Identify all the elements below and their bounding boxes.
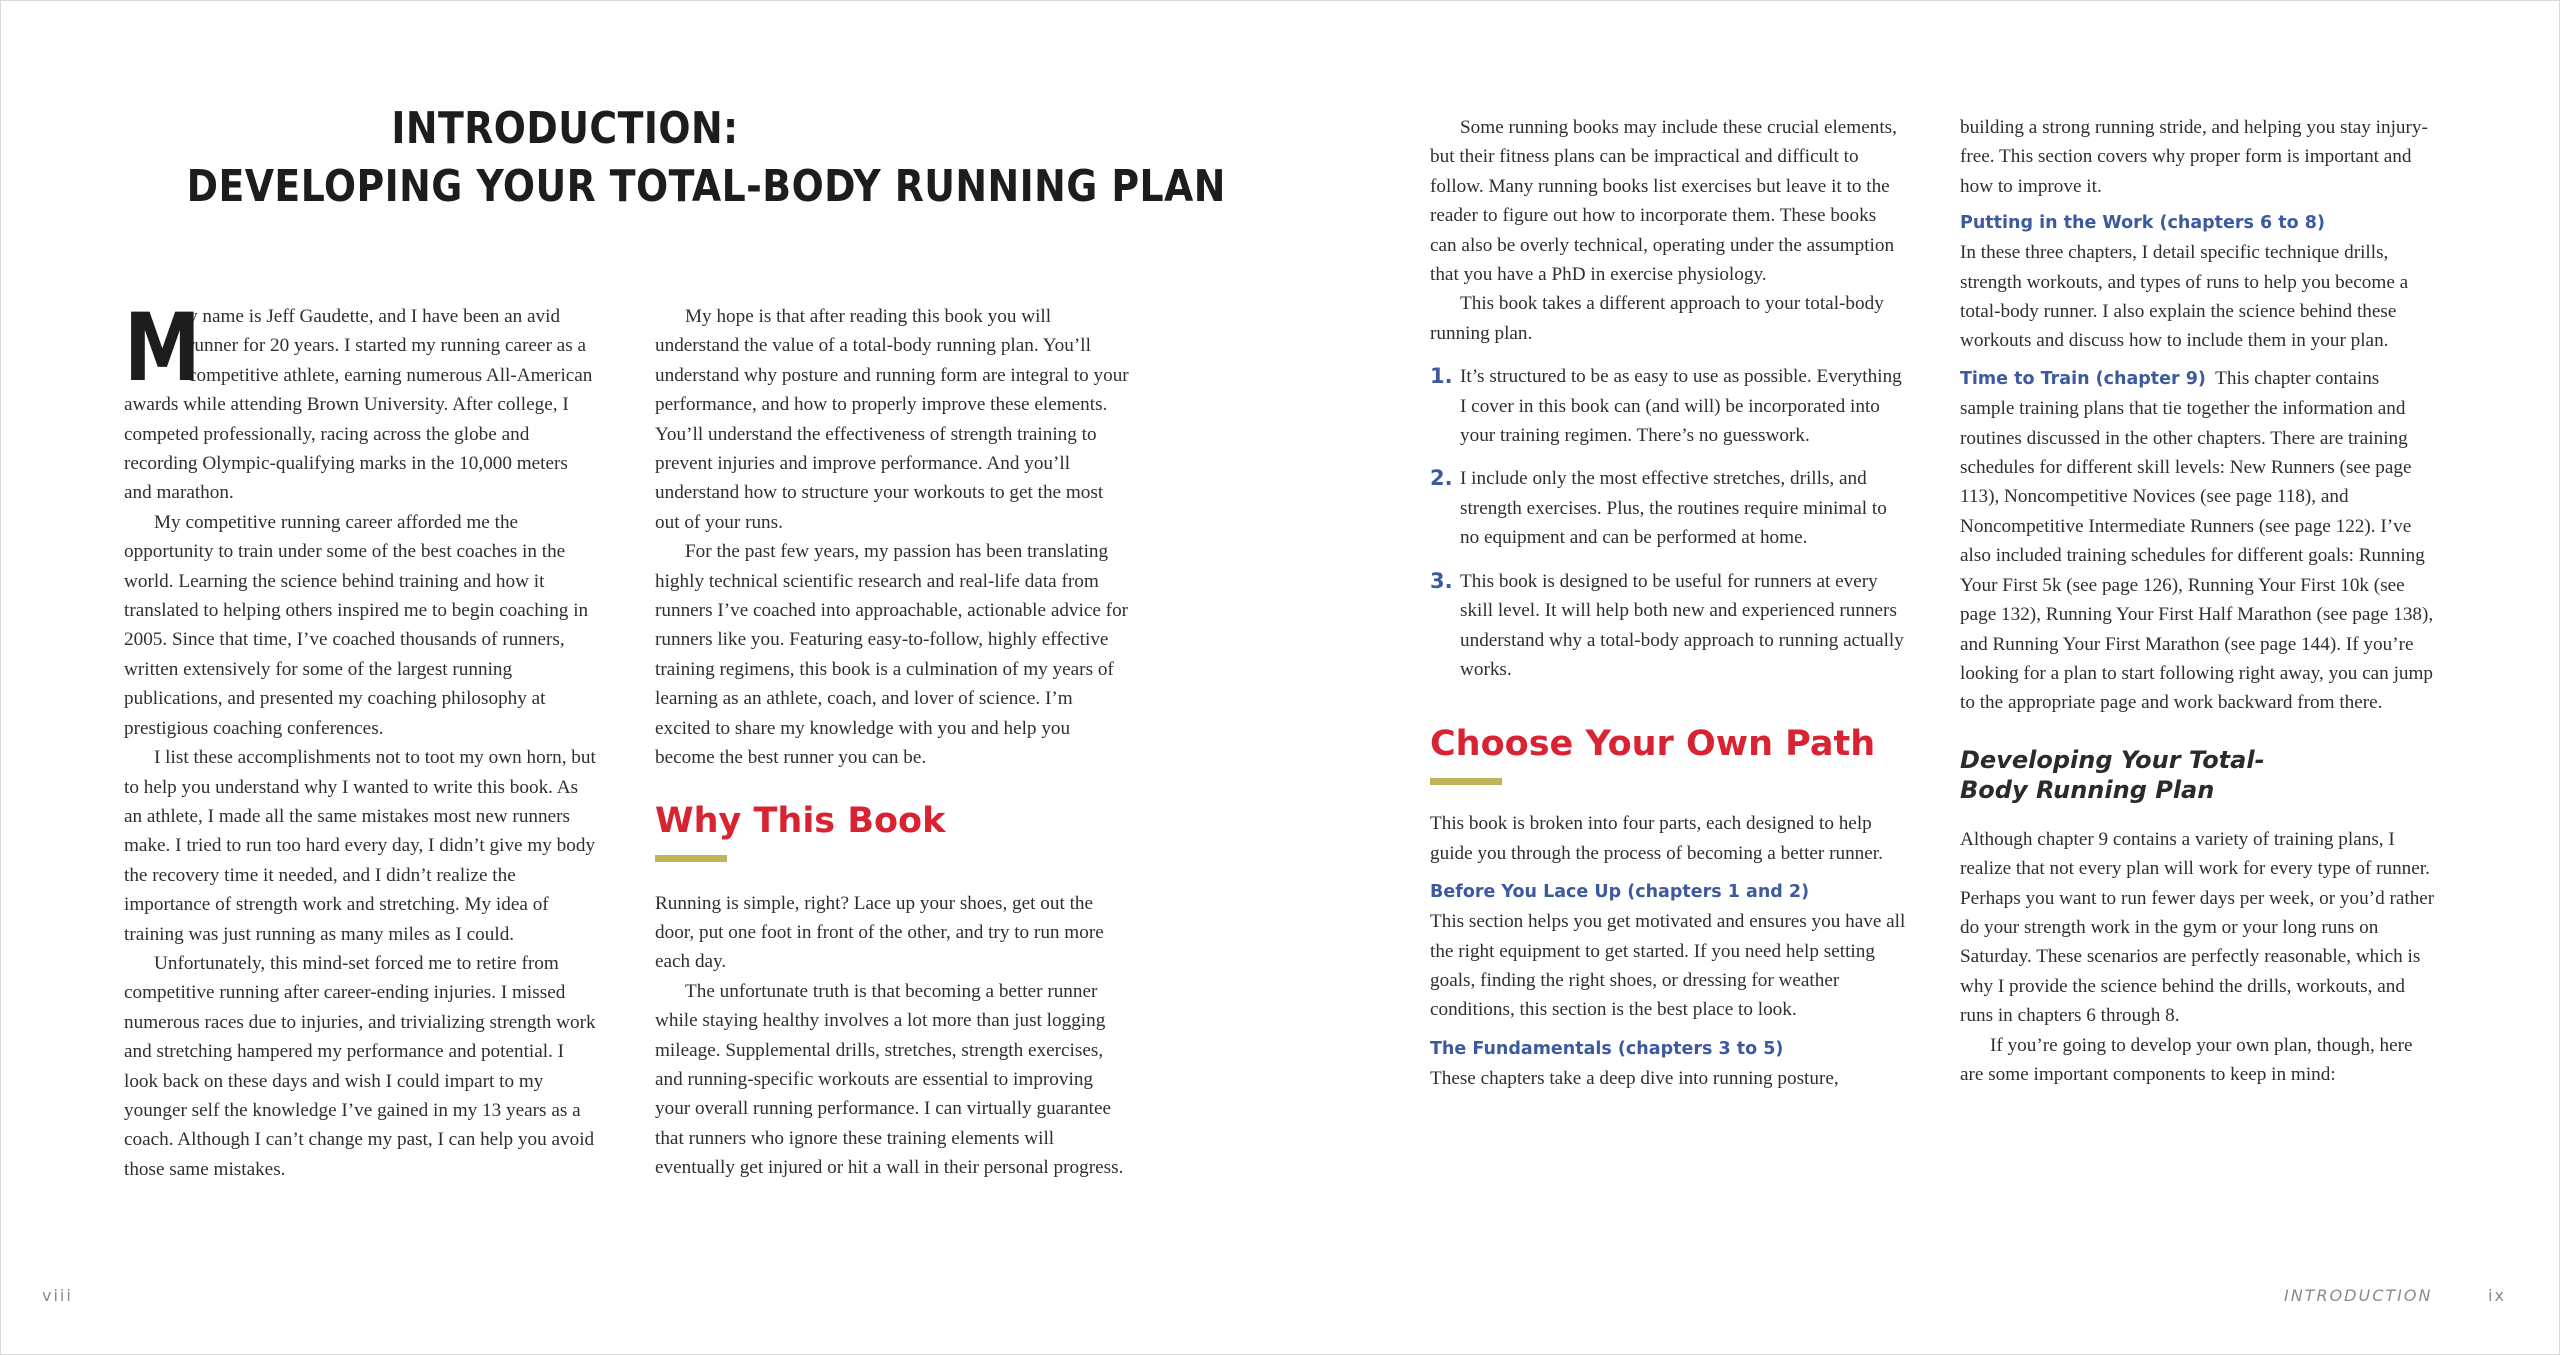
page-number-left: viii: [42, 1286, 73, 1305]
list-number: 2.: [1430, 466, 1453, 491]
list-item-text: I include only the most effective stretches, drills, and strength exercises. Plus, the routines require minimal to no equipment and can be performed at home.: [1460, 468, 1887, 549]
list-item: [1430, 362, 1906, 450]
subheading-putting-in-the-work: Putting in the Work (chapters 6 to 8): [1960, 213, 2325, 234]
why-paragraph-1: Running is simple, right? Lace up your shoes, get out the door, put one foot in front of the other, and try to run more each day.: [655, 892, 1104, 973]
subsection-heading-line-2: Body Running Plan: [1960, 775, 2215, 804]
hope-paragraph: My hope is that after reading this book you will understand the value of a total-body running plan. You’ll understand why posture and running form are integral to your performance, and how to properly improve these elements. You’ll understand the effectiveness of strength training to prevent injuries and improve performance. And you’ll understand how to structure your workouts to get the most out of your runs.: [655, 306, 1129, 533]
subheading-time-to-train: Time to Train (chapter 9): [1960, 368, 2206, 389]
passion-paragraph: For the past few years, my passion has been translating highly technical scientific research and real-life data from runners I’ve coached into approachable, actionable advice for runners like you. Featuring easy-to-follow, highly effective training regimens, this book is a culmination of my years of learning as an athlete, coach, and lover of science. I’m excited to share my knowledge with you and help you become the best runner you can be.: [655, 541, 1129, 769]
subheading-before-you-lace-up: Before You Lace Up (chapters 1 and 2): [1430, 882, 1810, 903]
heading-rule: [655, 855, 727, 862]
left-column-1: [124, 294, 598, 1184]
why-paragraph-2: The unfortunate truth is that becoming a better runner while staying healthy involves a lot more than just logging mileage. Supplemental drills, stretches, strength exercises, and running-specific workouts are essential to improving your overall running performance. I can virtually guarantee that runners who ignore these training elements will eventually get injured or hit a wall in their personal progress.: [655, 980, 1124, 1179]
intro-paragraph-1-text: y name is Jeff Gaudette, and I have been an avid runner for 20 years. I started my running career as a competitive athlete, earning numerous All-American awards while attending Brown University. After college, I competed professionally, racing across the globe and recording Olympic-qualifying marks in the 10,000 meters and marathon.: [124, 306, 593, 504]
title-line-1: INTRODUCTION:: [391, 103, 739, 154]
approach-paragraph: This book takes a different approach to your total-body running plan.: [1430, 293, 1884, 344]
part4-paragraph: [1960, 364, 2436, 718]
subsection-heading-developing-plan: [1960, 745, 2436, 805]
right-page: [1280, 0, 2560, 1355]
part1-paragraph: This section helps you get motivated and ensures you have all the right equipment to get started. If you need help setting goals, finding the right shoes, or dressing for weather conditions, this section is the best place to look.: [1430, 911, 1906, 1021]
parts-paragraph: This book is broken into four parts, each designed to help guide you through the process of becoming a better runner.: [1430, 813, 1883, 864]
subheading-the-fundamentals: The Fundamentals (chapters 3 to 5): [1430, 1038, 1784, 1059]
part2-continued-paragraph: building a strong running stride, and helping you stay injury-free. This section covers why proper form is important and how to improve it.: [1960, 117, 2428, 197]
subsection-heading-line-1: Developing Your Total-: [1960, 745, 2265, 774]
intro-paragraph-3: I list these accomplishments not to toot my own horn, but to help you understand why I wanted to write this book. As an athlete, I made all the same mistakes most new runners make. I tried to run too hard every day, I didn’t give my body the recovery time it needed, and I didn’t realize the importance of strength work and stretching. My idea of training was just running as many miles as I could.: [124, 747, 596, 945]
heading-rule: [1430, 778, 1502, 785]
list-item-text: This book is designed to be useful for runners at every skill level. It will help both new and experienced runners understand why a total-body approach to running actually works.: [1460, 570, 1904, 680]
list-number: 3.: [1430, 568, 1453, 593]
books-paragraph: Some running books may include these crucial elements, but their fitness plans can be impractical and difficult to follow. Many running books list exercises but leave it to the reader to figure out how to incorporate them. These books can also be overly technical, operating under the assumption that you have a PhD in exercise physiology.: [1430, 117, 1897, 286]
drop-cap: M: [124, 294, 201, 403]
page-number-right: ix: [2488, 1286, 2506, 1305]
list-item: [1430, 567, 1906, 685]
develop-paragraph-1: Although chapter 9 contains a variety of training plans, I realize that not every plan will work for every type of runner. Perhaps you want to run fewer days per week, or you’d rather do your strength work in the gym or your long runs on Saturday. These scenarios are perfectly reasonable, which is why I provide the science behind the drills, workouts, and runs in chapters 6 through 8.: [1960, 828, 2435, 1027]
section-heading-choose-your-own-path: Choose Your Own Path: [1430, 724, 1876, 765]
part2-paragraph: These chapters take a deep dive into running posture,: [1430, 1067, 1839, 1089]
page-title: [186, 100, 1226, 216]
list-number: 1.: [1430, 364, 1453, 389]
part3-paragraph: In these three chapters, I detail specific technique drills, strength workouts, and types of runs to help you become a total-body runner. I also explain the science behind these workouts and discuss how to include them in your plan.: [1960, 242, 2409, 352]
list-item-text: It’s structured to be as easy to use as possible. Everything I cover in this book can (and will) be incorporated into your training regimen. There’s no guesswork.: [1460, 366, 1902, 447]
part4-paragraph-text: This chapter contains sample training plans that tie together the information and routines discussed in the other chapters. There are training schedules for different skill levels: New Runners (see page 113), Noncompetitive Novices (see page 118), and Noncompetitive Intermediate Runners (see page 122). I’ve also included training schedules for different goals: Running Your First 5k (see page 126), Running Your First 10k (see page 132), Running Your First Half Marathon (see page 138), and Running Your First Marathon (see page 144). If you’re looking for a plan to start following right away, you can jump to the appropriate page and work backward from there.: [1960, 367, 2434, 714]
left-column-2: [655, 302, 1129, 1183]
list-item: [1430, 464, 1906, 552]
intro-paragraph-4: Unfortunately, this mind-set forced me to retire from competitive running after career-ending injuries. I missed numerous races due to injuries, and trivializing strength work and stretching hampered my performance and potential. I look back on these days and wish I could impart to my younger self the knowledge I’ve gained in my 13 years as a coach. Although I can’t change my past, I can help you avoid those same mistakes.: [124, 952, 596, 1180]
running-head: INTRODUCTION: [2284, 1286, 2433, 1305]
intro-paragraph-2: My competitive running career afforded me the opportunity to train under some of the best coaches in the world. Learning the science behind training and how it translated to helping others inspired me to begin coaching in 2005. Since that time, I’ve coached thousands of runners, written extensively for some of the largest running publications, and presented my coaching philosophy at prestigious coaching conferences.: [124, 511, 589, 739]
right-column-1: [1430, 113, 1906, 1093]
develop-paragraph-2: If you’re going to develop your own plan, though, here are some important components to keep in mind:: [1960, 1034, 2413, 1085]
right-column-2: [1960, 113, 2436, 1089]
section-heading-why-this-book: Why This Book: [655, 800, 946, 841]
intro-paragraph-1: [124, 294, 598, 508]
feature-list: [1430, 362, 1906, 684]
title-line-2: DEVELOPING YOUR TOTAL-BODY RUNNING PLAN: [186, 161, 1226, 212]
